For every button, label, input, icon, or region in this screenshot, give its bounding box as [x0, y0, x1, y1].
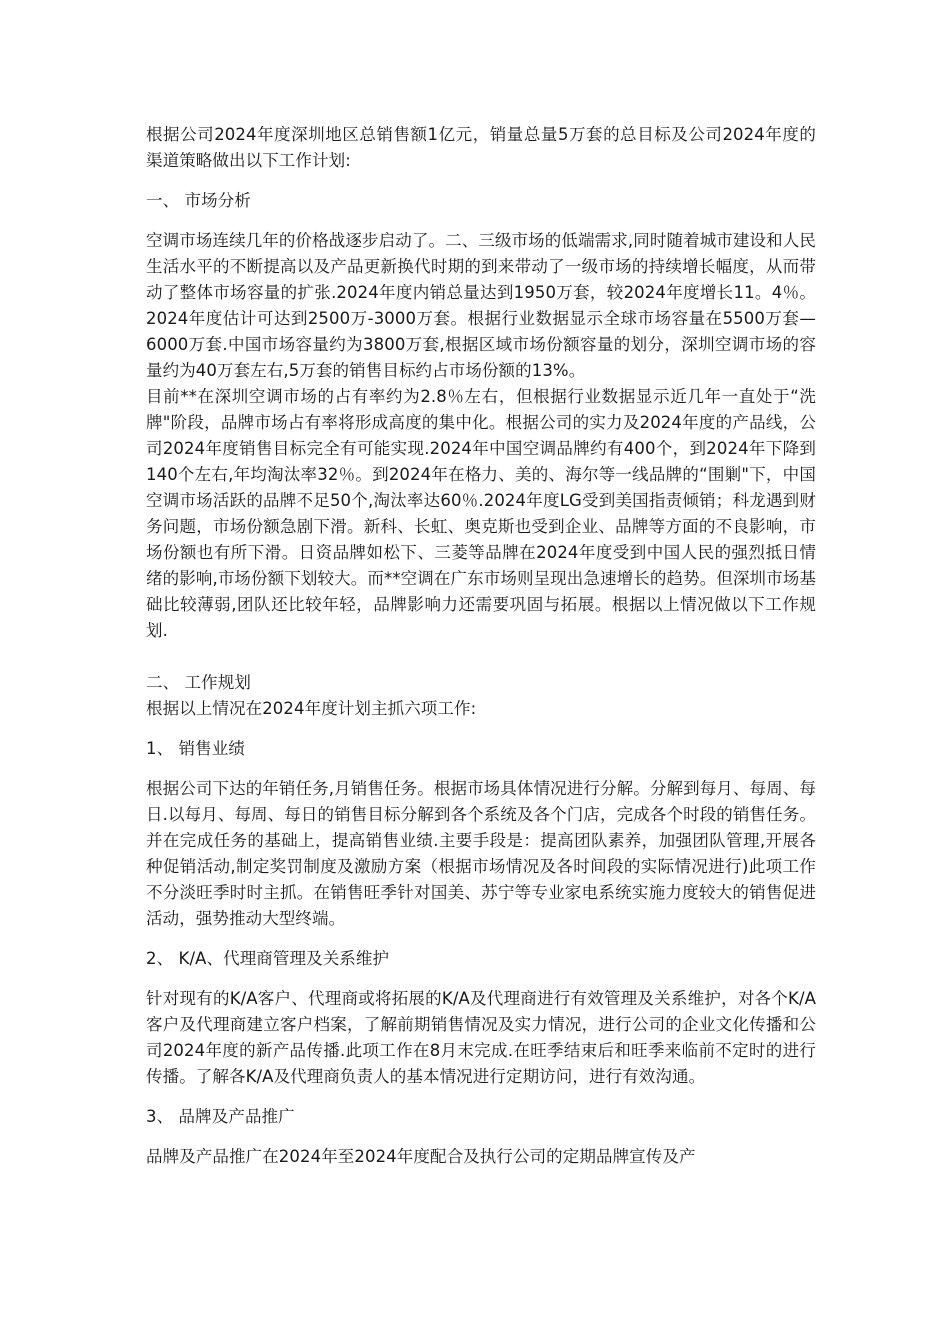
- item-body-brand-promotion: 品牌及产品推广在2024年至2024年度配合及执行公司的定期品牌宣传及产: [146, 1147, 696, 1166]
- item-body-ka-management: 针对现有的K/A客户、代理商或将拓展的K/A及代理商进行有效管理及关系维护，对各个K/A客户及代理商建立客户档案，了解前期销售情况及实力情况，进行公司的企业文化传播和公司2024年度的新产品传播.此项工作在8月末完成.在旺季结束后和旺季来临前不定时的进行传播。了解各K/A及代理商负责人的基本情况进行定期访问，进行有效沟通。: [146, 989, 816, 1086]
- item-heading-sales: 1、 销售业绩: [146, 739, 245, 758]
- market-analysis-paragraph-1: 空调市场连续几年的价格战逐步启动了。二、三级市场的低端需求,同时随着城市建设和人民生活水平的不断提高以及产品更新换代时期的到来带动了一级市场的持续增长幅度，从而带动了整体市场容量的扩张.2024年度内销总量达到1950万套，较2024年度增长11。4％。2024年度估计可达到2500万-3000万套。根据行业数据显示全球市场容量在5500万套—6000万套.中国市场容量约为3800万套,根据区域市场份额容量的划分，深圳空调市场的容量约为40万套左右,5万套的销售目标约占市场份额的13%。: [146, 231, 816, 380]
- item-heading-brand-promotion: 3、 品牌及产品推广: [146, 1107, 295, 1126]
- item-body-sales: 根据公司下达的年销任务,月销售任务。根据市场具体情况进行分解。分解到每月、每周、每日.以每月、每周、每日的销售目标分解到各个系统及各个门店，完成各个时段的销售任务。并在完成任务的基础上，提高销售业绩.主要手段是：提高团队素养，加强团队管理,开展各种促销活动,制定奖罚制度及激励方案（根据市场情况及各时间段的实际情况进行)此项工作不分淡旺季时时主抓。在销售旺季针对国美、苏宁等专业家电系统实施力度较大的销售促进活动，强势推动大型终端。: [146, 779, 816, 928]
- section-heading-market-analysis: 一、 市场分析: [146, 191, 251, 210]
- item-heading-ka-management: 2、 K/A、代理商管理及关系维护: [146, 949, 390, 968]
- work-plan-intro: 根据以上情况在2024年度计划主抓六项工作:: [146, 699, 477, 718]
- section-heading-work-plan: 二、 工作规划: [146, 673, 251, 692]
- document-body: [146, 122, 816, 1170]
- intro-paragraph: 根据公司2024年度深圳地区总销售额1亿元，销量总量5万套的总目标及公司2024年度的渠道策略做出以下工作计划:: [146, 125, 816, 170]
- market-analysis-paragraph-2: 目前**在深圳空调市场的占有率约为2.8％左右，但根据行业数据显示近几年一直处于“洗牌"阶段，品牌市场占有率将形成高度的集中化。根据公司的实力及2024年度的产品线，公司2024年度销售目标完全有可能实现.2024年中国空调品牌约有400个，到2024年下降到140个左右,年均淘汰率32％。到2024年在格力、美的、海尔等一线品牌的“围剿"下，中国空调市场活跃的品牌不足50个,淘汰率达60％.2024年度LG受到美国指责倾销；科龙遇到财务问题，市场份额急剧下滑。新科、长虹、奥克斯也受到企业、品牌等方面的不良影响，市场份额也有所下滑。日资品牌如松下、三菱等品牌在2024年度受到中国人民的强烈抵日情绪的影响,市场份额下划较大。而**空调在广东市场则呈现出急速增长的趋势。但深圳市场基础比较薄弱,团队还比较年轻，品牌影响力还需要巩固与拓展。根据以上情况做以下工作规划.: [146, 387, 816, 640]
